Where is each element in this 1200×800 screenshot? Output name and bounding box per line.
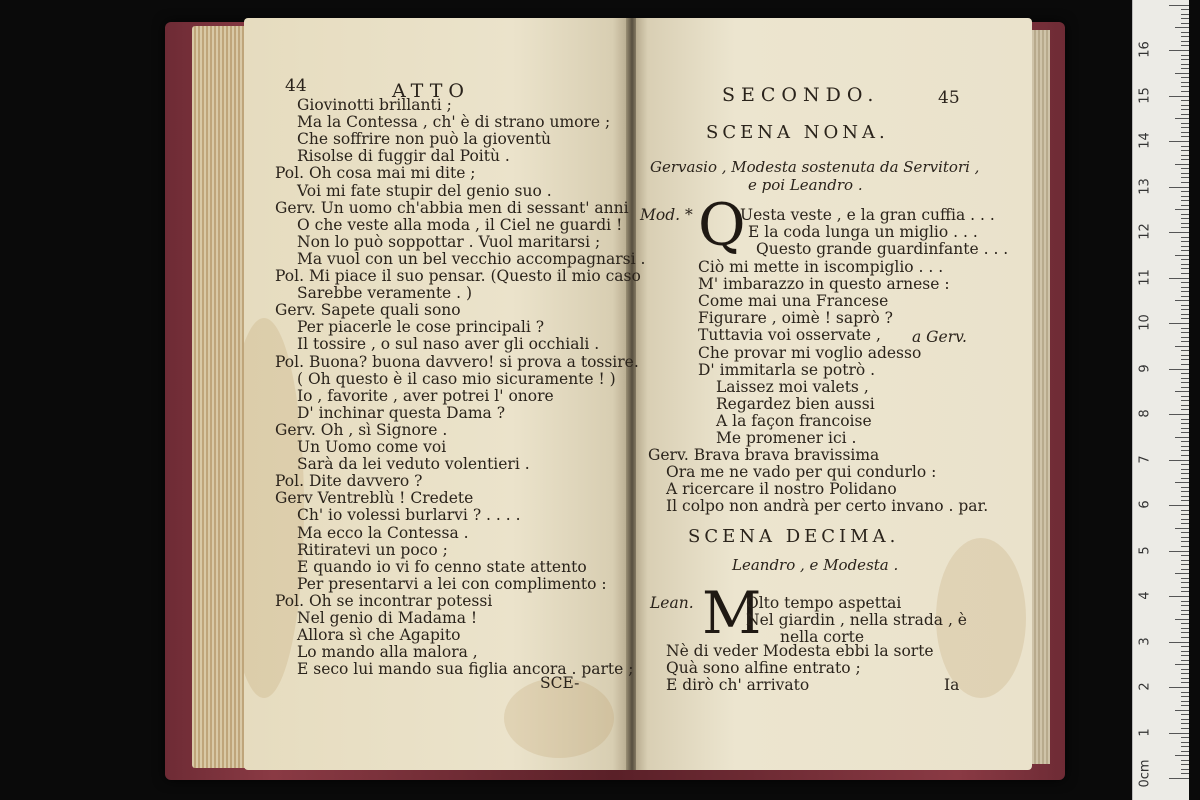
- ruler-tick: [1181, 773, 1189, 774]
- page-number-right: 45: [938, 88, 960, 108]
- ruler-tick: [1175, 73, 1189, 74]
- ruler-tick: [1181, 23, 1189, 24]
- running-head-right: SECONDO.: [722, 84, 880, 106]
- ruler-tick: [1181, 651, 1189, 652]
- ruler-tick: [1181, 455, 1189, 456]
- left-page-line: E quando io vi fo cenno state attento: [297, 557, 587, 576]
- ruler-tick: [1181, 387, 1189, 388]
- verse-line: Nel giardin , nella strada , è: [746, 611, 967, 629]
- ruler-tick: [1175, 209, 1189, 210]
- ruler-tick: [1169, 278, 1189, 279]
- ruler-tick: [1181, 200, 1189, 201]
- ruler-tick: [1181, 18, 1189, 19]
- ruler-tick: [1181, 601, 1189, 602]
- ruler-tick: [1175, 573, 1189, 574]
- ruler-tick: [1181, 182, 1189, 183]
- ruler-tick: [1181, 682, 1189, 683]
- verse-line: Il colpo non andrà per certo invano . par.: [666, 497, 989, 516]
- left-page-line: Ma vuol con un bel vecchio accompagnarsi .: [297, 249, 646, 268]
- verse-line: M' imbarazzo in questo arnese :: [698, 275, 950, 294]
- ruler-tick: [1169, 323, 1189, 324]
- verse-line: Tuttavia voi osservate ,: [698, 326, 881, 345]
- verse-line: Ciò mi mette in iscompiglio . . .: [698, 258, 944, 276]
- ruler-tick: [1175, 27, 1189, 28]
- left-page-line: Giovinotti brillanti ;: [297, 96, 452, 114]
- ruler-tick: [1169, 96, 1189, 97]
- ruler-tick: [1181, 537, 1189, 538]
- ruler-tick: [1181, 532, 1189, 533]
- ruler-label: 8: [1137, 409, 1153, 418]
- ruler-tick: [1181, 546, 1189, 547]
- ruler-tick: [1181, 45, 1189, 46]
- ruler-tick: [1175, 300, 1189, 301]
- ruler-tick: [1175, 528, 1189, 529]
- ruler-tick: [1181, 36, 1189, 37]
- ruler-tick: [1175, 619, 1189, 620]
- ruler-label: 3: [1137, 636, 1153, 646]
- ruler-tick: [1181, 223, 1189, 224]
- left-page-line: O che veste alla moda , il Ciel ne guardi !: [297, 215, 623, 234]
- ruler-label: 16: [1137, 41, 1153, 58]
- left-page-line: Pol. Oh cosa mai mi dite ;: [275, 164, 476, 183]
- ruler-tick: [1181, 287, 1189, 288]
- ruler-label: 10: [1137, 314, 1153, 331]
- left-page-line: Ma ecco la Contessa .: [297, 523, 469, 542]
- ruler-tick: [1175, 164, 1189, 165]
- ruler-tick: [1181, 673, 1189, 674]
- ruler-tick: [1181, 669, 1189, 670]
- ruler-tick: [1169, 50, 1189, 51]
- ruler-tick: [1181, 332, 1189, 333]
- scene-9-persons: Gervasio , Modesta sostenuta da Servitori ,: [650, 158, 980, 176]
- ruler-tick: [1181, 446, 1189, 447]
- ruler-tick: [1181, 500, 1189, 501]
- ruler-tick: [1169, 460, 1189, 461]
- ruler-tick: [1181, 614, 1189, 615]
- ruler-tick: [1181, 100, 1189, 101]
- ruler-tick: [1181, 746, 1189, 747]
- page-number-left: 44: [285, 76, 307, 96]
- ruler-tick: [1181, 760, 1189, 761]
- ruler-tick: [1175, 482, 1189, 483]
- ruler-tick: [1181, 146, 1189, 147]
- ruler-tick: [1181, 309, 1189, 310]
- ruler-tick: [1181, 632, 1189, 633]
- ruler-tick: [1181, 214, 1189, 215]
- ruler-tick: [1181, 605, 1189, 606]
- ruler-tick: [1181, 291, 1189, 292]
- ruler-tick: [1181, 82, 1189, 83]
- ruler-tick: [1181, 569, 1189, 570]
- left-page-line: Gerv. Un uomo ch'abbia men di sessant' anni: [275, 198, 629, 217]
- ruler-tick: [1181, 696, 1189, 697]
- left-page-line: Sarà da lei veduto volentieri .: [297, 455, 530, 474]
- left-page-line: Per piacerle le cose principali ?: [297, 318, 545, 337]
- ruler-tick: [1181, 473, 1189, 474]
- ruler-tick: [1175, 255, 1189, 256]
- ruler-tick: [1181, 268, 1189, 269]
- ruler-tick: [1181, 432, 1189, 433]
- scene-10-persons: Leandro , e Modesta .: [732, 556, 899, 574]
- ruler-tick: [1181, 400, 1189, 401]
- ruler-tick: [1181, 478, 1189, 479]
- ruler-tick: [1181, 68, 1189, 69]
- drop-cap-q: Q: [698, 191, 746, 259]
- verse-line: Ora me ne vado per qui condurlo :: [666, 463, 937, 482]
- verse-line: E dirò ch' arrivato: [666, 676, 810, 694]
- ruler-tick: [1181, 14, 1189, 15]
- left-page-line: Gerv Ventreblù ! Credete: [275, 489, 474, 508]
- ruler-tick: [1181, 55, 1189, 56]
- left-page-line: Risolse di fuggir dal Poitù .: [297, 147, 510, 166]
- ruler-tick: [1181, 196, 1189, 197]
- ruler-tick: [1181, 359, 1189, 360]
- ruler-tick: [1169, 369, 1189, 370]
- ruler-tick: [1181, 318, 1189, 319]
- page-edges-left: [192, 26, 252, 768]
- ruler-tick: [1181, 378, 1189, 379]
- ruler-label: 0cm: [1137, 759, 1153, 788]
- left-page-line: Non lo può soppottar . Vuol maritarsi ;: [297, 232, 601, 251]
- ruler-tick: [1181, 541, 1189, 542]
- left-page-line: Gerv. Sapete quali sono: [275, 301, 461, 320]
- ruler-tick: [1181, 341, 1189, 342]
- verse-line: Me promener ici .: [716, 429, 857, 447]
- verse-line: Regardez bien aussi: [716, 394, 875, 413]
- ruler-tick: [1181, 769, 1189, 770]
- ruler-label: 9: [1137, 363, 1153, 373]
- ruler-tick: [1181, 637, 1189, 638]
- ruler-tick: [1181, 77, 1189, 78]
- ruler-tick: [1181, 428, 1189, 429]
- verse-line: Olto tempo aspettai: [746, 594, 902, 612]
- ruler-tick: [1181, 86, 1189, 87]
- ruler-tick: [1181, 464, 1189, 465]
- ruler-tick: [1181, 441, 1189, 442]
- ruler-tick: [1181, 610, 1189, 611]
- left-page-line: Ritiratevi un poco ;: [297, 540, 448, 559]
- ruler-tick: [1181, 469, 1189, 470]
- left-page-line: Pol. Mi piace il suo pensar. (Questo il mio caso: [275, 267, 641, 285]
- verse-line: E la coda lunga un miglio . . .: [748, 223, 978, 241]
- ruler-tick: [1181, 714, 1189, 715]
- left-page-line: Ma la Contessa , ch' è di strano umore ;: [297, 113, 611, 132]
- ruler-tick: [1181, 382, 1189, 383]
- left-page-line: Pol. Oh se incontrar potessi: [275, 591, 493, 610]
- ruler-tick: [1181, 127, 1189, 128]
- ruler-label: 7: [1137, 454, 1153, 464]
- left-page-line: Io , favorite , aver potrei l' onore: [297, 386, 554, 405]
- ruler-tick: [1181, 296, 1189, 297]
- ruler-tick: [1181, 350, 1189, 351]
- ruler-tick: [1181, 123, 1189, 124]
- ruler-tick: [1181, 519, 1189, 520]
- ruler-tick: [1181, 423, 1189, 424]
- ruler-tick: [1169, 505, 1189, 506]
- ruler-tick: [1181, 136, 1189, 137]
- verse-line: Laissez moi valets ,: [716, 377, 869, 396]
- ruler-label: 14: [1137, 132, 1153, 149]
- ruler-tick: [1169, 5, 1189, 6]
- ruler-tick: [1181, 623, 1189, 624]
- ruler-tick: [1181, 737, 1189, 738]
- ruler-tick: [1181, 114, 1189, 115]
- ruler-tick: [1181, 355, 1189, 356]
- ruler-tick: [1181, 59, 1189, 60]
- ruler-tick: [1181, 514, 1189, 515]
- left-page-line: Nel genio di Madama !: [297, 609, 478, 627]
- ruler-tick: [1181, 555, 1189, 556]
- left-page-line: Sarebbe veramente . ): [297, 284, 473, 303]
- ruler-tick: [1181, 177, 1189, 178]
- ruler-tick: [1181, 132, 1189, 133]
- verse-line: Che provar mi voglio adesso: [698, 343, 922, 362]
- ruler-tick: [1175, 118, 1189, 119]
- left-page-line: E seco lui mando sua figlia ancora . parte ;: [297, 660, 634, 679]
- catchword-right: Ia: [944, 676, 960, 694]
- scene-9-title: SCENA NONA.: [706, 122, 889, 143]
- ruler-tick: [1181, 109, 1189, 110]
- ruler-tick: [1181, 314, 1189, 315]
- ruler-tick: [1181, 150, 1189, 151]
- ruler-tick: [1175, 664, 1189, 665]
- ruler-tick: [1181, 273, 1189, 274]
- ruler-tick: [1181, 751, 1189, 752]
- ruler-tick: [1181, 168, 1189, 169]
- ruler-tick: [1169, 778, 1189, 779]
- catchword-left: SCE-: [540, 674, 580, 692]
- ruler-tick: [1169, 642, 1189, 643]
- ruler-tick: [1181, 155, 1189, 156]
- ruler-tick: [1181, 173, 1189, 174]
- ruler-tick: [1169, 733, 1189, 734]
- verse-line: Quà sono alfine entrato ;: [666, 659, 861, 677]
- ruler-tick: [1181, 237, 1189, 238]
- verse-line: Come mai una Francese: [698, 292, 889, 311]
- ruler-label: 6: [1137, 500, 1153, 509]
- verse-line: Uesta veste , e la gran cuffia . . .: [740, 206, 995, 224]
- left-page-line: Allora sì che Agapito: [297, 626, 461, 645]
- ruler-tick: [1181, 719, 1189, 720]
- left-page-line: ( Oh questo è il caso mio sicuramente ! ): [297, 369, 616, 388]
- drop-cap-m: M: [702, 579, 762, 647]
- ruler-tick: [1175, 437, 1189, 438]
- ruler-tick: [1181, 705, 1189, 706]
- ruler-tick: [1181, 246, 1189, 247]
- verse-line: Questo grande guardinfante . . .: [756, 240, 1009, 258]
- ruler-tick: [1181, 91, 1189, 92]
- left-page-line: D' inchinar questa Dama ?: [297, 403, 506, 422]
- left-page-line: Pol. Buona? buona davvero! si prova a tossire.: [275, 352, 639, 371]
- ruler-label: 4: [1137, 591, 1153, 600]
- left-page-line: Gerv. Oh , sì Signore .: [275, 420, 448, 439]
- ruler-tick: [1181, 496, 1189, 497]
- ruler-tick: [1181, 487, 1189, 488]
- ruler-tick: [1181, 646, 1189, 647]
- ruler-label: 11: [1137, 268, 1153, 286]
- ruler-tick: [1181, 405, 1189, 406]
- ruler-tick: [1181, 723, 1189, 724]
- verse-line: D' immitarla se potrò .: [698, 360, 876, 379]
- ruler-tick: [1181, 591, 1189, 592]
- page-stain: [244, 318, 304, 698]
- scene-10-title: SCENA DECIMA.: [688, 526, 900, 547]
- left-page-line: Il tossire , o sul naso aver gli occhiali .: [297, 335, 600, 354]
- ruler-label: 2: [1137, 682, 1153, 691]
- ruler-tick: [1181, 450, 1189, 451]
- verse-line: Gerv. Brava brava bravissima: [648, 446, 880, 465]
- ruler-tick: [1169, 232, 1189, 233]
- ruler-tick: [1181, 396, 1189, 397]
- ruler-tick: [1181, 582, 1189, 583]
- running-head-left: ATTO: [392, 80, 470, 102]
- ruler-tick: [1175, 346, 1189, 347]
- stage-direction-a-gerv: a Gerv.: [912, 328, 967, 346]
- ruler-tick: [1181, 191, 1189, 192]
- ruler-tick: [1181, 764, 1189, 765]
- verse-line: Figurare , oimè ! saprò ?: [698, 309, 893, 328]
- ruler-label: 15: [1137, 86, 1153, 104]
- ruler-tick: [1181, 564, 1189, 565]
- ruler-tick: [1181, 64, 1189, 65]
- ruler-tick: [1181, 523, 1189, 524]
- ruler-tick: [1181, 218, 1189, 219]
- verse-line: nella corte: [780, 628, 865, 646]
- ruler-label: 12: [1137, 223, 1153, 240]
- ruler-tick: [1181, 409, 1189, 410]
- ruler-tick: [1181, 373, 1189, 374]
- ruler-tick: [1181, 587, 1189, 588]
- ruler-tick: [1181, 692, 1189, 693]
- ruler-tick: [1181, 105, 1189, 106]
- ruler-tick: [1181, 9, 1189, 10]
- ruler-tick: [1181, 364, 1189, 365]
- ruler-label: 5: [1137, 545, 1153, 555]
- measurement-ruler: [1132, 0, 1189, 800]
- ruler-label: 13: [1137, 177, 1153, 195]
- ruler-tick: [1169, 187, 1189, 188]
- ruler-tick: [1181, 701, 1189, 702]
- ruler-tick: [1181, 282, 1189, 283]
- ruler-tick: [1181, 728, 1189, 729]
- ruler-tick: [1181, 628, 1189, 629]
- speaker-lean: Lean.: [650, 594, 694, 612]
- ruler-tick: [1169, 414, 1189, 415]
- left-page-line: Ch' io volessi burlarvi ? . . . .: [297, 506, 521, 525]
- left-page-line: Che soffrire non può la gioventù: [297, 130, 551, 149]
- ruler-tick: [1181, 159, 1189, 160]
- ruler-tick: [1181, 660, 1189, 661]
- scene-9-persons-cont: e poi Leandro .: [748, 176, 863, 194]
- ruler-tick: [1181, 259, 1189, 260]
- ruler-tick: [1181, 305, 1189, 306]
- ruler-tick: [1181, 41, 1189, 42]
- ruler-tick: [1175, 710, 1189, 711]
- ruler-tick: [1181, 250, 1189, 251]
- ruler-tick: [1169, 596, 1189, 597]
- ruler-tick: [1175, 391, 1189, 392]
- ruler-tick: [1181, 337, 1189, 338]
- ruler-tick: [1175, 755, 1189, 756]
- ruler-tick: [1181, 510, 1189, 511]
- ruler-tick: [1181, 560, 1189, 561]
- left-page-line: Voi mi fate stupir del genio suo .: [297, 181, 552, 200]
- ruler-tick: [1181, 328, 1189, 329]
- ruler-tick: [1181, 32, 1189, 33]
- speaker-mod: Mod. *: [640, 206, 693, 224]
- ruler-tick: [1181, 227, 1189, 228]
- left-page-line: Per presentarvi a lei con complimento :: [297, 574, 607, 593]
- left-page-line: Un Uomo come voi: [297, 438, 447, 456]
- verse-line: Nè di veder Modesta ebbi la sorte: [666, 642, 934, 660]
- ruler-tick: [1181, 742, 1189, 743]
- ruler-label: 1: [1137, 727, 1153, 737]
- ruler-tick: [1169, 141, 1189, 142]
- ruler-tick: [1181, 655, 1189, 656]
- ruler-tick: [1169, 551, 1189, 552]
- left-page-line: Pol. Dite davvero ?: [275, 472, 423, 491]
- ruler-tick: [1169, 687, 1189, 688]
- verse-line: A ricercare il nostro Polidano: [666, 480, 897, 499]
- ruler-tick: [1181, 205, 1189, 206]
- left-page-line: Lo mando alla malora ,: [297, 643, 478, 662]
- ruler-tick: [1181, 578, 1189, 579]
- ruler-tick: [1181, 264, 1189, 265]
- ruler-tick: [1181, 241, 1189, 242]
- ruler-tick: [1181, 678, 1189, 679]
- verse-line: A la façon francoise: [716, 411, 872, 430]
- ruler-tick: [1181, 491, 1189, 492]
- ruler-tick: [1181, 419, 1189, 420]
